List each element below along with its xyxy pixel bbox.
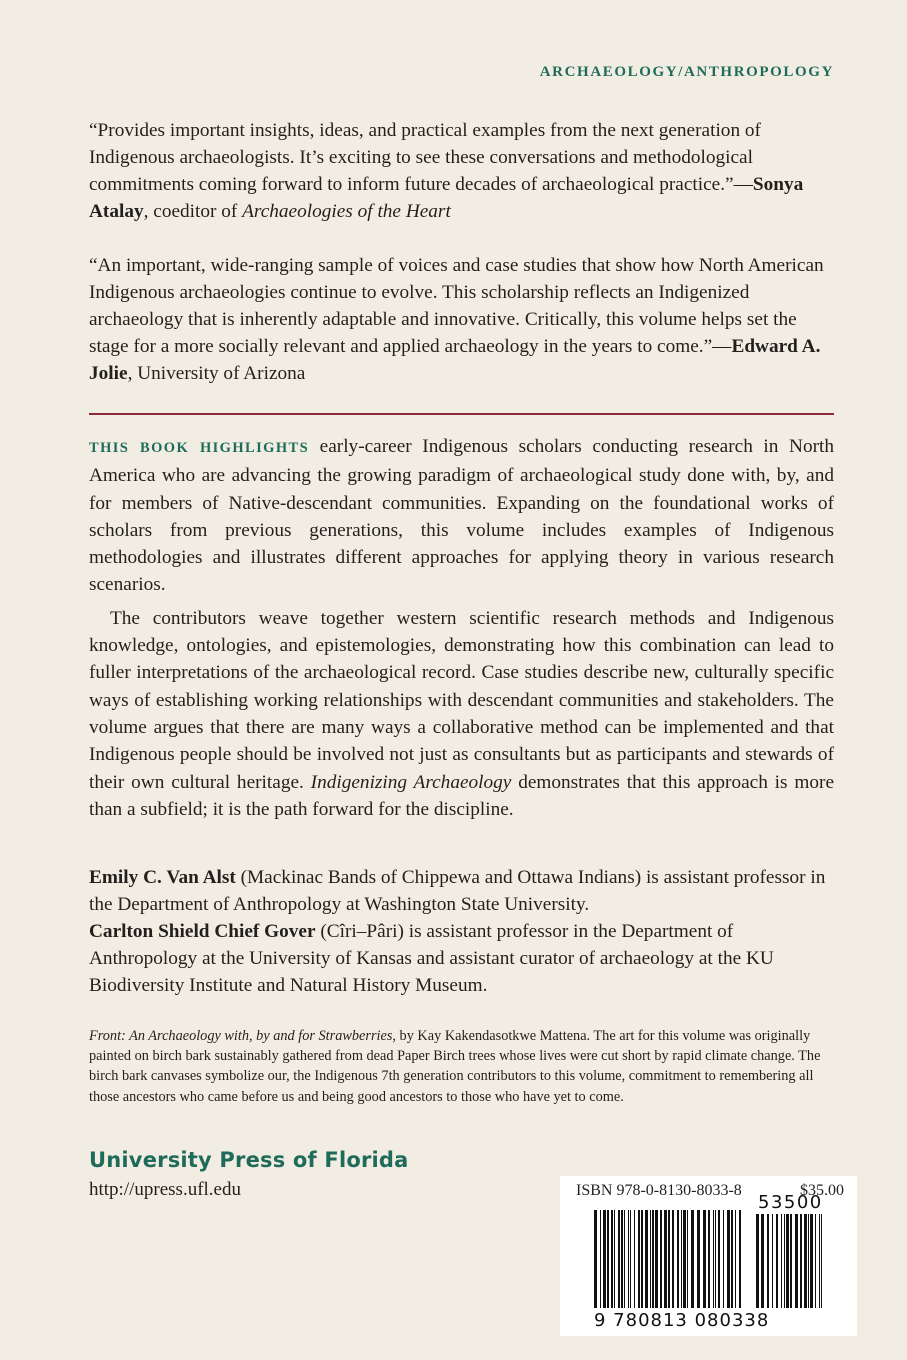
barcode-panel bbox=[560, 1176, 857, 1336]
book-title: Indigenizing Archaeology bbox=[310, 771, 512, 793]
barcode-bar bbox=[603, 1210, 606, 1308]
author-name: Carlton Shield Chief Gover bbox=[89, 921, 316, 942]
barcode-bar bbox=[718, 1210, 720, 1308]
price: $35.00 bbox=[800, 1182, 844, 1199]
barcode-bar bbox=[687, 1210, 688, 1308]
barcode-bar bbox=[672, 1210, 674, 1308]
barcode-bar bbox=[634, 1210, 635, 1308]
description-lead: THIS BOOK HIGHLIGHTS bbox=[89, 440, 310, 456]
barcode-bar bbox=[810, 1214, 813, 1308]
barcode-bar bbox=[645, 1210, 648, 1308]
author-bio-text: (Mackinac Bands of Chippewa and Ottawa Indians) is assistant professor in the Department of Anthropology at Washington State University. bbox=[89, 867, 826, 915]
barcode-bar bbox=[795, 1214, 798, 1308]
description-text: demonstrates that this approach is more than a subfield; it is the path forward for the discipline. bbox=[89, 771, 834, 820]
barcode-bar bbox=[731, 1210, 733, 1308]
barcode-bar bbox=[772, 1214, 773, 1308]
blurb-quote-2 bbox=[89, 252, 834, 387]
barcode-bar bbox=[638, 1210, 640, 1308]
description-paragraph-1 bbox=[89, 433, 834, 599]
barcode-bar bbox=[628, 1210, 629, 1308]
blurb-quote-1 bbox=[89, 117, 834, 225]
barcode-bar bbox=[664, 1210, 667, 1308]
publisher-name: University Press of Florida bbox=[89, 1148, 409, 1172]
barcode-bar bbox=[600, 1210, 601, 1308]
barcode-bar bbox=[660, 1210, 662, 1308]
author-name: Emily C. Van Alst bbox=[89, 867, 236, 888]
barcode-bar bbox=[668, 1210, 670, 1308]
barcode-bar bbox=[784, 1214, 785, 1308]
book-description bbox=[89, 433, 834, 823]
barcode-bar bbox=[681, 1210, 682, 1308]
quote-role: , coeditor of bbox=[143, 201, 243, 222]
quote-text: “Provides important insights, ideas, and practical examples from the next generation of Indigenous archaeologists. It’s exciting to see these conversations and methodological commitments coming forward to inform future decades of archaeological practice.”— bbox=[89, 120, 761, 195]
barcode-bar bbox=[652, 1210, 654, 1308]
barcode-bar bbox=[821, 1214, 822, 1308]
barcode-bar bbox=[630, 1210, 631, 1308]
divider-rule bbox=[89, 413, 834, 415]
description-text: The contributors weave together western scientific research methods and Indigenous knowledge, ontologies, and epistemologies, demonstrating how this combination can lead to fuller interpretations of the archaeological record. Case studies describe new, culturally specific ways of establishing working relationships with descendant communities and stakeholders. The volume argues that there are many ways a collaborative method can be implemented and that Indigenous people should be involved not just as consultants but as participants and stewards of their own cultural heritage. bbox=[89, 607, 834, 793]
barcode-bar bbox=[624, 1210, 625, 1308]
barcode-bar bbox=[767, 1214, 769, 1308]
barcode-bar bbox=[713, 1210, 714, 1308]
barcode-bar bbox=[781, 1214, 782, 1308]
barcode-bar bbox=[739, 1210, 741, 1308]
barcode-bar bbox=[776, 1214, 778, 1308]
barcode-digits: 9 780813 080338 bbox=[594, 1310, 770, 1331]
quote-text: “An important, wide-ranging sample of voices and case studies that show how North American Indigenous archaeologies continue to evolve. This scholarship reflects an Indigenized archaeology that is inherently adaptable and innovative. Critically, this volume helps set the stage for a more socially relevant and applied archaeology in the years to come.”— bbox=[89, 255, 824, 357]
barcode-bar bbox=[691, 1210, 694, 1308]
author-bio-2 bbox=[89, 918, 834, 999]
barcode-bar bbox=[723, 1210, 724, 1308]
barcode-bar bbox=[715, 1210, 716, 1308]
author-bio-text: (Cîri–Pâri) is assistant professor in the Department of Anthropology at the University of Kansas and assistant curator of archaeology at the KU Biodiversity Institute and Natural History Museum. bbox=[89, 921, 774, 996]
credit-text: , by Kay Kakendasotkwe Mattena. The art for this volume was originally painted on birch bark sustainably gathered from dead Paper Birch trees whose lives were cut short by rapid climate change. The birch bark canvases symbolize our, the Indigenous 7th generation contributors to this volume, commitment to remembering all those ancestors who came before us and being good ancestors to those who have yet to come. bbox=[89, 1028, 821, 1105]
barcode-bar bbox=[650, 1210, 651, 1308]
barcode-bar bbox=[703, 1210, 706, 1308]
barcode-bar bbox=[607, 1210, 609, 1308]
isbn-price-line bbox=[576, 1182, 844, 1200]
credit-label: Front: An Archaeology with, by and for Strawberries bbox=[89, 1028, 393, 1044]
barcode-bar bbox=[761, 1214, 764, 1308]
barcode-bar bbox=[594, 1210, 597, 1308]
cover-art-credit bbox=[89, 1026, 834, 1107]
barcode-bar bbox=[621, 1210, 623, 1308]
barcode-bar bbox=[727, 1210, 730, 1308]
barcode-bar bbox=[800, 1214, 802, 1308]
quote-author: Edward A. Jolie bbox=[89, 336, 821, 384]
barcode-bar bbox=[815, 1214, 816, 1308]
quote-work: Archaeologies of the Heart bbox=[242, 201, 451, 222]
barcode-bar bbox=[790, 1214, 792, 1308]
barcode-addon-digits: 53500 bbox=[758, 1192, 823, 1213]
author-bio-1 bbox=[89, 864, 834, 918]
barcode-bar bbox=[819, 1214, 820, 1308]
barcode-bar bbox=[641, 1210, 643, 1308]
quote-author: Sonya Atalay bbox=[89, 174, 804, 222]
isbn-number: ISBN 978-0-8130-8033-8 bbox=[576, 1182, 742, 1199]
barcode-bar bbox=[708, 1210, 710, 1308]
category-label: ARCHAEOLOGY/ANTHROPOLOGY bbox=[539, 64, 834, 80]
barcode-bar bbox=[614, 1210, 615, 1308]
barcode-bar bbox=[655, 1210, 658, 1308]
quote-role: , University of Arizona bbox=[127, 363, 306, 384]
barcode-bar bbox=[735, 1210, 736, 1308]
author-bios bbox=[89, 864, 834, 999]
barcode-bar bbox=[786, 1214, 789, 1308]
publisher-url: http://upress.ufl.edu bbox=[89, 1179, 241, 1200]
barcode-bar bbox=[756, 1214, 759, 1308]
barcode-image bbox=[560, 1176, 857, 1336]
barcode-bar bbox=[677, 1210, 679, 1308]
barcode-bar bbox=[697, 1210, 700, 1308]
barcode-bar bbox=[611, 1210, 613, 1308]
description-text: early-career Indigenous scholars conducting research in North America who are advancing the growing paradigm of archaeological study done with, by, and for members of Native-descendant communities. Expanding on the foundational works of scholars from previous generations, this volume includes examples of Indigenous methodologies and illustrates different approaches for applying theory in various research scenarios. bbox=[89, 436, 835, 596]
barcode-bar bbox=[618, 1210, 620, 1308]
description-paragraph-2 bbox=[89, 605, 834, 823]
barcode-bar bbox=[683, 1210, 686, 1308]
barcode-bar bbox=[804, 1214, 807, 1308]
barcode-bar bbox=[808, 1214, 809, 1308]
